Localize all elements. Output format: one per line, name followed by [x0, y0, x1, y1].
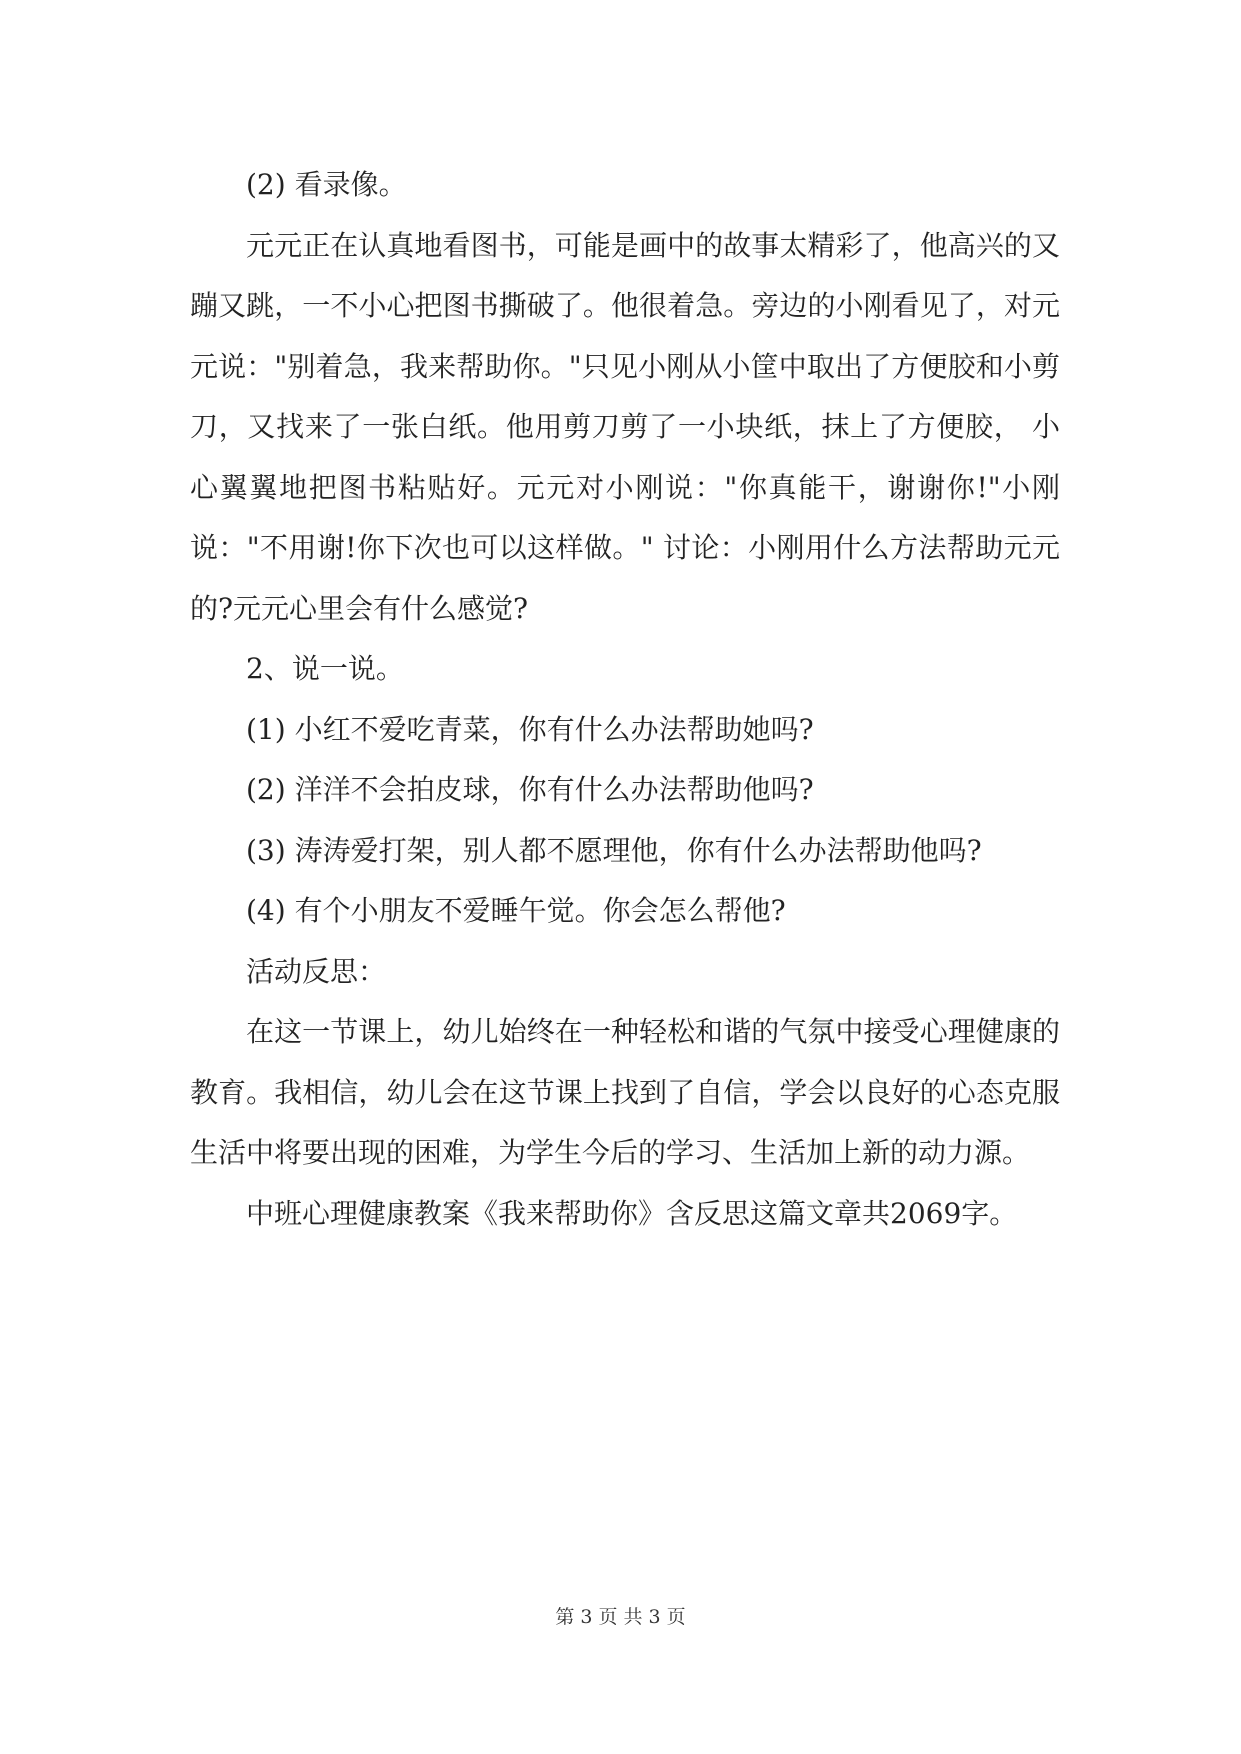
paragraph-question-2: (2) 洋洋不会拍皮球，你有什么办法帮助他吗? — [246, 773, 814, 806]
paragraph-story: 元元正在认真地看图书，可能是画中的故事太精彩了，他高兴的又蹦又跳，一不小心把图书撕破了。他很着急。旁边的小刚看见了，对元元说："别着急，我来帮助你。"只见小刚从小筐中取出了方便胶和小剪刀，又找来了一张白纸。他用剪刀剪了一小块纸，抹上了方便胶， 小心翼翼地把图书粘贴好。元元对小刚说："你真能干，谢谢你!"小刚说："不用谢!你下次也可以这样做。" 讨论：小刚用什么方法帮助元元的?元元心里会有什么感觉? — [190, 228, 1060, 625]
paragraph-reflection: 在这一节课上，幼儿始终在一种轻松和谐的气氛中接受心理健康的教育。我相信，幼儿会在这节课上找到了自信，学会以良好的心态克服生活中将要出现的困难，为学生今后的学习、生活加上新的动力源。 — [190, 1015, 1060, 1169]
document-body — [190, 155, 1060, 1244]
paragraph-question-1: (1) 小红不爱吃青菜，你有什么办法帮助她吗? — [246, 712, 814, 746]
paragraph-question-3: (3) 涛涛爱打架，别人都不愿理他，你有什么办法帮助他吗? — [246, 833, 982, 867]
paragraph-reflection-heading: 活动反思： — [246, 954, 387, 988]
paragraph-watch-video-heading: (2) 看录像。 — [246, 168, 407, 201]
paragraph-talk-heading: 2、说一说。 — [246, 652, 404, 685]
paragraph-question-4: (4) 有个小朋友不爱睡午觉。你会怎么帮他? — [246, 894, 786, 927]
page-number-footer: 第 3 页 共 3 页 — [555, 1606, 686, 1628]
paragraph-word-count: 中班心理健康教案《我来帮助你》含反思这篇文章共2069字。 — [246, 1196, 1018, 1230]
